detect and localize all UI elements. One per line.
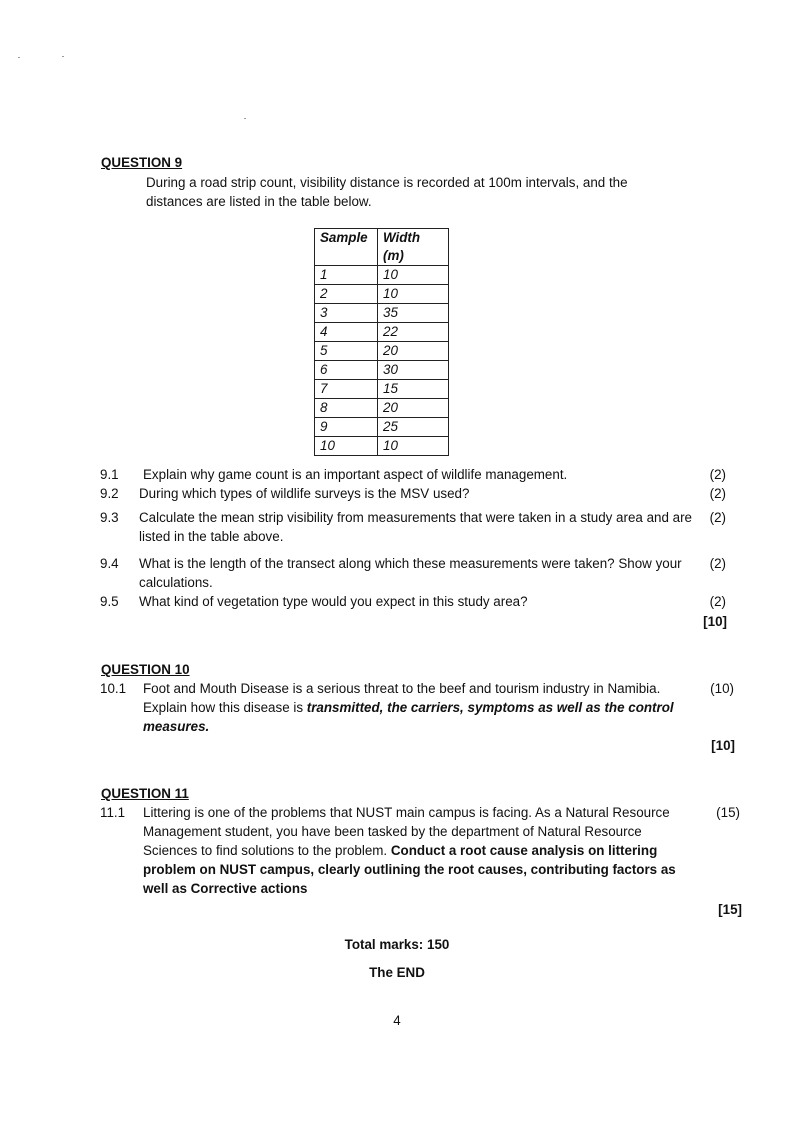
table-row — [315, 285, 449, 304]
item-number: 11.1 — [100, 805, 126, 820]
item-text: What kind of vegetation type would you expect in this study area? — [139, 594, 528, 609]
question-item-9-4 — [100, 554, 730, 594]
item-marks: (15) — [716, 805, 740, 820]
item-marks: (2) — [709, 510, 726, 525]
end-label: The END — [369, 965, 425, 980]
item-text: During which types of wildlife surveys is the MSV used? — [139, 486, 470, 501]
item-number: 9.4 — [100, 556, 119, 571]
table-row — [315, 361, 449, 380]
scan-speck — [18, 57, 20, 58]
table-cell: 2 — [315, 285, 378, 304]
question-item-10-1 — [100, 679, 736, 739]
table-cell: 10 — [315, 437, 378, 456]
table-cell: 22 — [378, 323, 449, 342]
item-text — [143, 679, 683, 736]
item-number: 10.1 — [100, 681, 127, 696]
table-cell: 10 — [378, 437, 449, 456]
item-number: 9.3 — [100, 510, 119, 525]
total-marks: Total marks: 150 — [344, 937, 450, 952]
question-11-heading: QUESTION 11 — [101, 786, 189, 801]
item-marks: (2) — [709, 556, 726, 571]
table-cell: 30 — [378, 361, 449, 380]
item-text: Explain why game count is an important aspect of wildlife management. — [143, 467, 568, 482]
table-cell: 6 — [315, 361, 378, 380]
table-cell: 20 — [378, 342, 449, 361]
question-10-heading: QUESTION 10 — [101, 662, 190, 677]
item-marks: (2) — [709, 467, 726, 482]
table-cell: 15 — [378, 380, 449, 399]
table-header-row — [315, 229, 449, 266]
table-row — [315, 380, 449, 399]
question-item-9-3 — [100, 508, 730, 548]
question-item-9-2 — [100, 484, 730, 504]
table-row — [315, 266, 449, 285]
table-cell: 4 — [315, 323, 378, 342]
item-marks: (10) — [710, 681, 734, 696]
question-item-9-5 — [100, 592, 730, 612]
item-text: What is the length of the transect along which these measurements were taken? Show your calculations. — [139, 556, 682, 590]
question-9-total: [10] — [703, 614, 727, 629]
table-row — [315, 323, 449, 342]
table-cell: 10 — [378, 266, 449, 285]
question-item-11-1 — [100, 803, 742, 903]
question-9-intro: During a road strip count, visibility distance is recorded at 100m intervals, and the distances are listed in the table below. — [146, 175, 628, 209]
table-cell: 10 — [378, 285, 449, 304]
question-11-total: [15] — [718, 902, 742, 917]
table-row — [315, 437, 449, 456]
item-number: 9.5 — [100, 594, 119, 609]
page-number: 4 — [393, 1013, 401, 1028]
table-cell: 7 — [315, 380, 378, 399]
item-text-plain: Foot and Mouth Disease is a serious threat to the beef and tourism industry in Namibia. Explain how this disease is — [143, 681, 661, 715]
table-cell: 9 — [315, 418, 378, 437]
table-row — [315, 399, 449, 418]
visibility-table — [314, 228, 449, 456]
table-cell: 3 — [315, 304, 378, 323]
item-marks: (2) — [709, 486, 726, 501]
item-text-emphasis: Conduct a root cause analysis on littering problem on NUST campus, clearly outlining the root causes, contributing factors as well as Corrective actions — [143, 843, 676, 896]
table-cell: 35 — [378, 304, 449, 323]
item-marks: (2) — [709, 594, 726, 609]
question-9-heading: QUESTION 9 — [101, 155, 183, 170]
item-number: 9.2 — [100, 486, 119, 501]
item-text: Calculate the mean strip visibility from measurements that were taken in a study area and are listed in the table above. — [139, 510, 692, 544]
table-cell: 1 — [315, 266, 378, 285]
scan-speck — [62, 56, 64, 57]
item-number: 9.1 — [100, 467, 119, 482]
item-text — [143, 803, 688, 898]
table-cell: 25 — [378, 418, 449, 437]
table-cell: 8 — [315, 399, 378, 418]
scan-speck — [244, 118, 246, 119]
question-item-9-1 — [100, 465, 730, 485]
table-row — [315, 342, 449, 361]
table-cell: 20 — [378, 399, 449, 418]
table-header-sample: Sample — [315, 229, 378, 266]
table-row — [315, 418, 449, 437]
item-text-plain: Littering is one of the problems that NUST main campus is facing. As a Natural Resource Management student, you have been tasked by the department of Natural Resource Sciences to find solutions to the problem. — [143, 805, 670, 858]
table-cell: 5 — [315, 342, 378, 361]
item-text-emphasis: transmitted, the carriers, symptoms as well as the control measures. — [143, 700, 674, 734]
table-header-width: Width (m) — [378, 229, 449, 266]
table-row — [315, 304, 449, 323]
question-10-total: [10] — [711, 738, 735, 753]
